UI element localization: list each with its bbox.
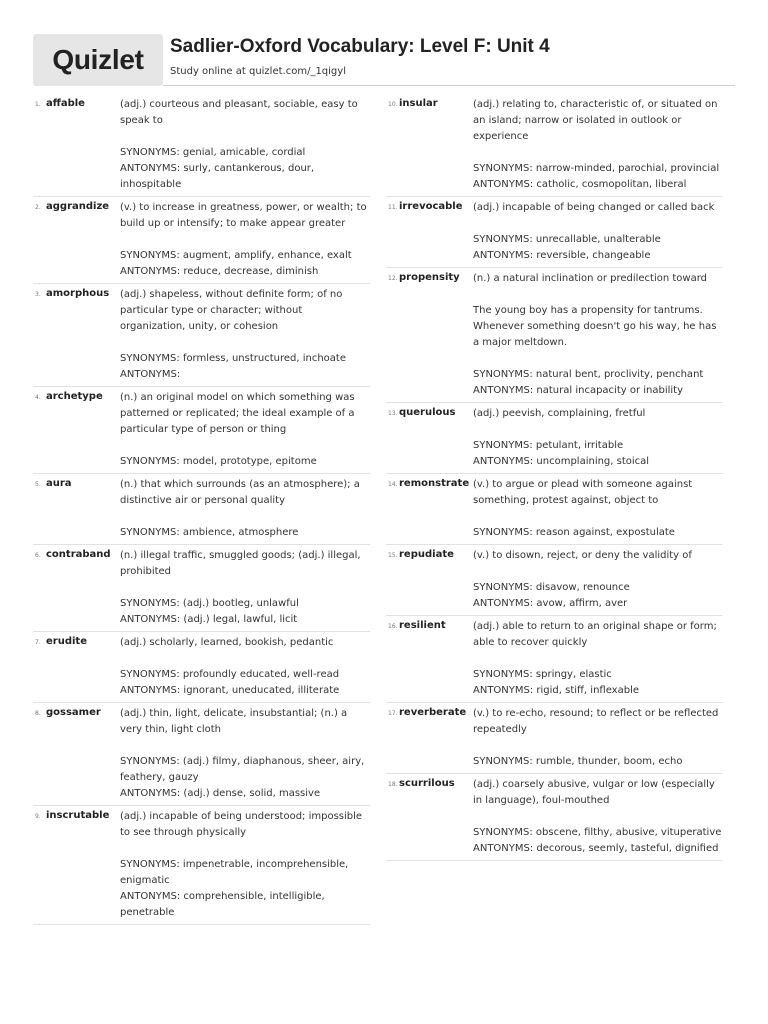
antonyms-text: ANTONYMS: reversible, changeable <box>473 250 651 261</box>
subtitle-prefix: Study online at <box>170 66 249 77</box>
antonyms-text: ANTONYMS: surly, cantankerous, dour, inhospitable <box>120 163 315 190</box>
entry-number: 13. <box>388 410 398 417</box>
synonyms-text: SYNONYMS: natural bent, proclivity, penchant <box>473 369 704 380</box>
synonyms-text: SYNONYMS: model, prototype, epitome <box>120 456 317 467</box>
vocab-term: irrevocable <box>399 201 463 212</box>
vocab-term: gossamer <box>46 707 101 718</box>
antonyms-text: ANTONYMS: decorous, seemly, tasteful, dignified <box>473 843 719 854</box>
spacer <box>120 841 370 857</box>
vocab-term: erudite <box>46 636 87 647</box>
definition-text: (adj.) incapable of being changed or called back <box>473 202 715 213</box>
vocab-term: aggrandize <box>46 201 110 212</box>
synonyms-text: SYNONYMS: disavow, renounce <box>473 582 630 593</box>
entry-number: 16. <box>388 623 398 630</box>
definition-text: (v.) to increase in greatness, power, or wealth; to build up or intensify; to make appear greater <box>120 202 367 229</box>
definition-text: (adj.) peevish, complaining, fretful <box>473 408 646 419</box>
definition-text: (v.) to disown, reject, or deny the validity of <box>473 550 692 561</box>
spacer <box>120 580 370 596</box>
spacer <box>473 564 723 580</box>
entry-number: 7. <box>35 639 41 646</box>
vocab-term: propensity <box>399 272 460 283</box>
synonyms-text: SYNONYMS: reason against, expostulate <box>473 527 675 538</box>
example-sentence: The young boy has a propensity for tantrums. Whenever something doesn't go his way, he has a major meltdown. <box>473 305 717 348</box>
definition-text: (n.) that which surrounds (as an atmosphere); a distinctive air or personal quality <box>120 479 360 506</box>
antonyms-text: ANTONYMS: ignorant, uneducated, illiterate <box>120 685 340 696</box>
study-online-text <box>170 66 346 77</box>
entry-number: 12. <box>388 275 398 282</box>
definition-block <box>473 406 723 470</box>
spacer <box>473 422 723 438</box>
definition-block <box>120 97 370 193</box>
definition-text: (adj.) courteous and pleasant, sociable, easy to speak to <box>120 99 358 126</box>
definition-text: (v.) to argue or plead with someone against something, protest against, object to <box>473 479 693 506</box>
synonyms-text: SYNONYMS: springy, elastic <box>473 669 612 680</box>
spacer <box>473 809 723 825</box>
definition-text: (adj.) scholarly, learned, bookish, pedantic <box>120 637 334 648</box>
vocab-entry <box>33 474 370 545</box>
spacer <box>120 738 370 754</box>
antonyms-text: ANTONYMS: natural incapacity or inability <box>473 385 684 396</box>
entry-number: 8. <box>35 710 41 717</box>
spacer <box>120 509 370 525</box>
definition-text: (n.) illegal traffic, smuggled goods; (adj.) illegal, prohibited <box>120 550 361 577</box>
definition-block <box>473 619 723 699</box>
synonyms-text: SYNONYMS: formless, unstructured, inchoate <box>120 353 346 364</box>
spacer <box>120 129 370 145</box>
spacer <box>473 738 723 754</box>
entry-number: 15. <box>388 552 398 559</box>
entry-number: 6. <box>35 552 41 559</box>
spacer <box>473 145 723 161</box>
definition-block <box>473 97 723 193</box>
vocab-entry <box>33 545 370 632</box>
entry-number: 18. <box>388 781 398 788</box>
left-column <box>33 94 370 925</box>
definition-text: (adj.) shapeless, without definite form; of no particular type or character; without organization, unity, or cohesion <box>120 289 343 332</box>
vocab-entry <box>386 197 723 268</box>
spacer <box>120 335 370 351</box>
definition-block <box>120 706 370 802</box>
definition-text: (adj.) incapable of being understood; impossible to see through physically <box>120 811 363 838</box>
entry-number: 11. <box>388 204 398 211</box>
vocab-entry <box>386 774 723 861</box>
entry-number: 17. <box>388 710 398 717</box>
definition-block <box>120 200 370 280</box>
definition-text: (adj.) relating to, characteristic of, or situated on an island; narrow or isolated in outlook or experience <box>473 99 718 142</box>
vocab-entry <box>33 284 370 387</box>
antonyms-text: ANTONYMS: catholic, cosmopolitan, liberal <box>473 179 687 190</box>
vocab-entry <box>386 94 723 197</box>
vocab-entry <box>33 197 370 284</box>
synonyms-text: SYNONYMS: unrecallable, unalterable <box>473 234 661 245</box>
vocab-term: contraband <box>46 549 111 560</box>
vocab-entry <box>386 268 723 403</box>
spacer <box>473 509 723 525</box>
entry-number: 1. <box>35 101 41 108</box>
vocab-entry <box>33 703 370 806</box>
synonyms-text: SYNONYMS: petulant, irritable <box>473 440 624 451</box>
antonyms-text: ANTONYMS: rigid, stiff, inflexable <box>473 685 640 696</box>
vocab-term: inscrutable <box>46 810 110 821</box>
synonyms-text: SYNONYMS: ambience, atmosphere <box>120 527 299 538</box>
vocab-term: scurrilous <box>399 778 455 789</box>
vocab-term: affable <box>46 98 85 109</box>
spacer <box>473 216 723 232</box>
entry-number: 10. <box>388 101 398 108</box>
antonyms-text: ANTONYMS: (adj.) dense, solid, massive <box>120 788 321 799</box>
definition-block <box>473 200 723 264</box>
vocab-term: amorphous <box>46 288 110 299</box>
definition-block <box>473 477 723 541</box>
synonyms-text: SYNONYMS: rumble, thunder, boom, echo <box>473 756 683 767</box>
spacer <box>120 438 370 454</box>
definition-block <box>120 477 370 541</box>
vocab-entry <box>33 632 370 703</box>
definition-text: (v.) to re-echo, resound; to reflect or be reflected repeatedly <box>473 708 719 735</box>
spacer <box>473 287 723 303</box>
vocab-term: repudiate <box>399 549 454 560</box>
definition-block <box>120 809 370 921</box>
definition-text: (n.) an original model on which something was patterned or replicated; the ideal example of a particular type of person or thing <box>120 392 355 435</box>
synonyms-text: SYNONYMS: (adj.) bootleg, unlawful <box>120 598 299 609</box>
antonyms-text: ANTONYMS: uncomplaining, stoical <box>473 456 650 467</box>
spacer <box>120 232 370 248</box>
right-column <box>386 94 723 861</box>
synonyms-text: SYNONYMS: narrow-minded, parochial, provincial <box>473 163 720 174</box>
definition-block <box>120 635 370 699</box>
synonyms-text: SYNONYMS: (adj.) filmy, diaphanous, sheer, airy, feathery, gauzy <box>120 756 365 783</box>
antonyms-text: ANTONYMS: <box>120 369 181 380</box>
vocab-entry <box>386 474 723 545</box>
vocab-term: archetype <box>46 391 103 402</box>
vocab-entry <box>386 403 723 474</box>
definition-text: (adj.) coarsely abusive, vulgar or low (especially in language), foul-mouthed <box>473 779 715 806</box>
antonyms-text: ANTONYMS: reduce, decrease, diminish <box>120 266 319 277</box>
vocab-term: insular <box>399 98 438 109</box>
synonyms-text: SYNONYMS: augment, amplify, enhance, exalt <box>120 250 352 261</box>
vocab-term: aura <box>46 478 72 489</box>
entry-number: 3. <box>35 291 41 298</box>
definition-text: (adj.) able to return to an original shape or form; able to recover quickly <box>473 621 717 648</box>
entry-number: 14. <box>388 481 398 488</box>
vocab-term: remonstrate <box>399 478 470 489</box>
entry-number: 5. <box>35 481 41 488</box>
antonyms-text: ANTONYMS: comprehensible, intelligible, penetrable <box>120 891 325 918</box>
entry-number: 4. <box>35 394 41 401</box>
quizlet-logo[interactable] <box>33 34 163 86</box>
synonyms-text: SYNONYMS: impenetrable, incomprehensible, enigmatic <box>120 859 349 886</box>
definition-block <box>120 390 370 470</box>
spacer <box>473 651 723 667</box>
definition-block <box>473 548 723 612</box>
definition-block <box>473 777 723 857</box>
spacer <box>120 651 370 667</box>
definition-block <box>473 706 723 770</box>
definition-text: (n.) a natural inclination or predilection toward <box>473 273 708 284</box>
entry-number: 2. <box>35 204 41 211</box>
logo-text: Quizlet <box>52 44 144 75</box>
vocab-entry <box>386 616 723 703</box>
spacer <box>473 351 723 367</box>
vocab-term: resilient <box>399 620 446 631</box>
vocab-entry <box>386 545 723 616</box>
definition-block <box>473 271 723 399</box>
definition-block <box>120 287 370 383</box>
antonyms-text: ANTONYMS: avow, affirm, aver <box>473 598 628 609</box>
page-title: Sadlier-Oxford Vocabulary: Level F: Unit 4 <box>170 36 550 57</box>
vocab-entry <box>386 703 723 774</box>
header-divider <box>163 85 735 86</box>
synonyms-text: SYNONYMS: obscene, filthy, abusive, vituperative <box>473 827 722 838</box>
definition-block <box>120 548 370 628</box>
definition-text: (adj.) thin, light, delicate, insubstantial; (n.) a very thin, light cloth <box>120 708 348 735</box>
synonyms-text: SYNONYMS: profoundly educated, well-read <box>120 669 340 680</box>
antonyms-text: ANTONYMS: (adj.) legal, lawful, licit <box>120 614 298 625</box>
entry-number: 9. <box>35 813 41 820</box>
vocab-entry <box>33 806 370 925</box>
vocab-term: querulous <box>399 407 456 418</box>
synonyms-text: SYNONYMS: genial, amicable, cordial <box>120 147 306 158</box>
vocab-entry <box>33 387 370 474</box>
vocab-term: reverberate <box>399 707 467 718</box>
vocab-entry <box>33 94 370 197</box>
study-link[interactable]: quizlet.com/_1qigyl <box>248 66 346 77</box>
